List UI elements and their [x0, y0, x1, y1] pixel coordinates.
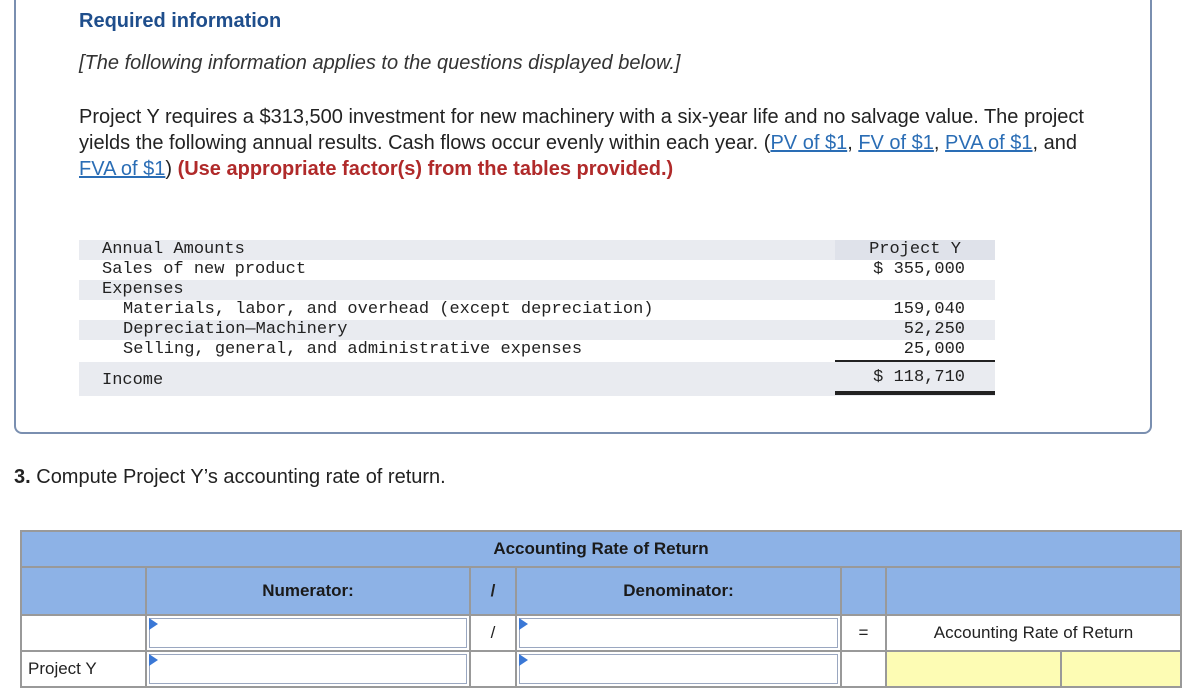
pv-table-link[interactable]: PV of $1 [770, 132, 848, 154]
statement-header-row [79, 240, 995, 260]
denominator-label-cell[interactable] [516, 615, 841, 651]
statement-row: Sales of new product $ 355,000 [102, 260, 965, 279]
required-info-note: [The following information applies to the questions displayed below.] [79, 52, 681, 74]
dropdown-marker-icon [519, 618, 528, 630]
statement-row: Expenses [79, 280, 995, 300]
required-info-title: Required information [79, 10, 282, 32]
dropdown-marker-icon [519, 654, 528, 666]
question-3 [14, 466, 446, 489]
paragraph-text: Project Y requires a $313,500 investment for new machinery with a six-year life and no salvage value. The project yields the following annual results. Cash flows occur evenly within each year. ( [79, 106, 1084, 154]
arr-answer-cell[interactable] [886, 651, 1061, 687]
instruction-text: (Use appropriate factor(s) from the tables provided.) [177, 158, 674, 180]
question-number: 3. [14, 466, 31, 488]
annual-amounts-label: Annual Amounts [102, 240, 245, 259]
numerator-label-input[interactable] [149, 618, 467, 648]
numerator-value-cell[interactable] [146, 651, 470, 687]
problem-paragraph: Project Y requires a $313,500 investment for new machinery with a six-year life and no salvage value. The project yields the following annual results. Cash flows occur evenly within each year. (PV of $1, FV of $1, PVA of $1, and FVA of $1) (Use appropriate factor(s) from the tables provided.) [79, 106, 1084, 180]
fv-table-link[interactable]: FV of $1 [858, 132, 934, 154]
header-blank-cell [886, 567, 1181, 615]
question-text: Compute Project Y’s accounting rate of return. [30, 466, 446, 488]
denominator-value-cell[interactable] [516, 651, 841, 687]
row-label-cell [21, 615, 146, 651]
total-double-rule [835, 391, 995, 395]
blank-cell [841, 651, 886, 687]
divide-symbol: / [470, 615, 516, 651]
denominator-value-input[interactable] [519, 654, 838, 684]
header-blank-cell [841, 567, 886, 615]
pva-table-link[interactable]: PVA of $1 [945, 132, 1033, 154]
arr-answer-unit-cell[interactable] [1061, 651, 1181, 687]
statement-row: Selling, general, and administrative expenses 25,000 [123, 340, 965, 359]
fva-table-link[interactable]: FVA of $1 [79, 158, 166, 180]
statement-row: Materials, labor, and overhead (except depreciation) 159,040 [123, 300, 965, 319]
numerator-header: Numerator: [146, 567, 470, 615]
numerator-value-input[interactable] [149, 654, 467, 684]
financial-statement [79, 240, 995, 396]
statement-row: Depreciation—Machinery 52,250 [79, 320, 995, 340]
equals-symbol: = [841, 615, 886, 651]
numerator-label-cell[interactable] [146, 615, 470, 651]
dropdown-marker-icon [149, 618, 158, 630]
blank-cell [470, 651, 516, 687]
income-label: Income [102, 371, 164, 390]
project-y-column-header: Project Y [835, 240, 995, 260]
divide-symbol: / [470, 567, 516, 615]
project-y-row-label: Project Y [21, 651, 146, 687]
dropdown-marker-icon [149, 654, 158, 666]
income-value: $ 118,710 [873, 368, 965, 387]
arr-table [20, 530, 1182, 688]
result-label: Accounting Rate of Return [886, 615, 1181, 651]
header-blank-cell [21, 567, 146, 615]
denominator-header: Denominator: [516, 567, 841, 615]
denominator-label-input[interactable] [519, 618, 838, 648]
arr-table-title: Accounting Rate of Return [21, 531, 1181, 567]
